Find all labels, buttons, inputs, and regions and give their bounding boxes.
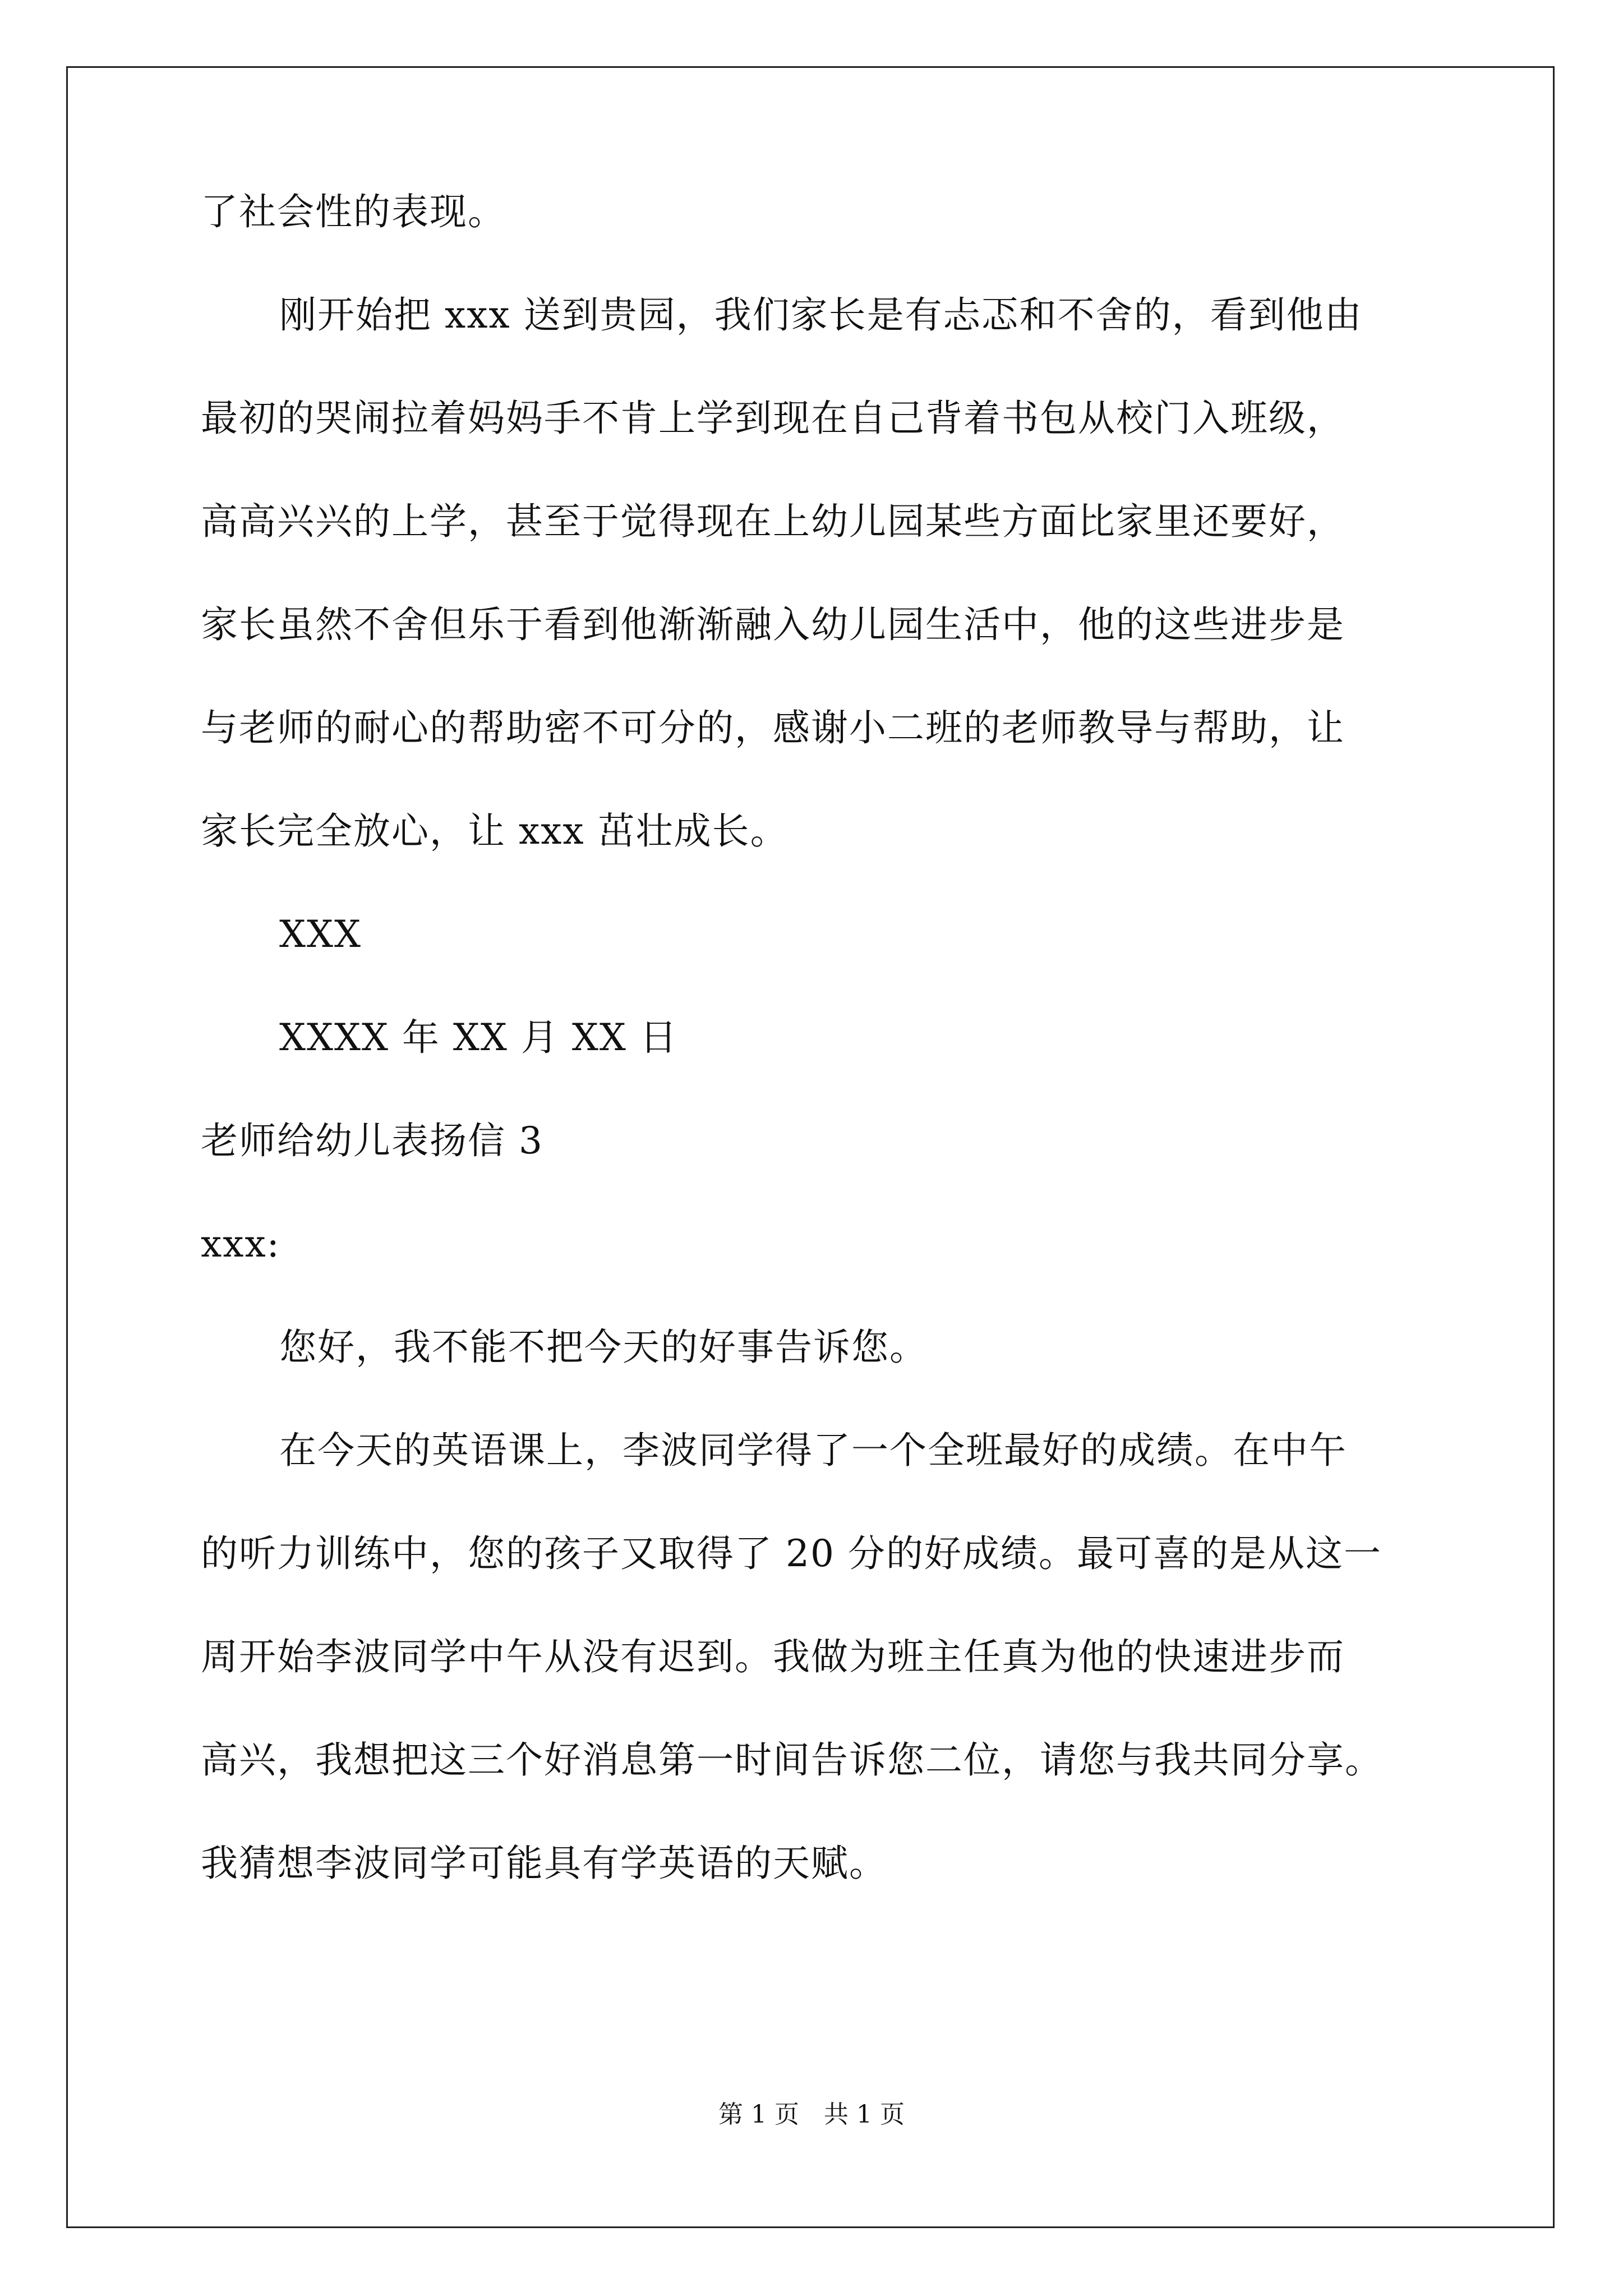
text-line: 与老师的耐心的帮助密不可分的，感谢小二班的老师教导与帮助，让 — [201, 706, 1345, 749]
text-line: 高兴，我想把这三个好消息第一时间告诉您二位，请您与我共同分享。 — [201, 1738, 1383, 1782]
signature-date: XXXX 年 XX 月 XX 日 — [279, 1016, 678, 1059]
text-line: 周开始李波同学中午从没有迟到。我做为班主任真为他的快速进步而 — [201, 1635, 1345, 1678]
text-line: 最初的哭闹拉着妈妈手不肯上学到现在自己背着书包从校门入班级， — [201, 397, 1345, 440]
text-line: 了社会性的表现。 — [201, 190, 506, 233]
signature-name: XXX — [279, 913, 362, 956]
text-line: 的听力训练中，您的孩子又取得了 20 分的好成绩。最可喜的是从这一 — [201, 1532, 1382, 1575]
text-line: 在今天的英语课上，李波同学得了一个全班最好的成绩。在中午 — [279, 1429, 1347, 1472]
section-heading: 老师给幼儿表扬信 3 — [201, 1119, 543, 1162]
text-line: 您好，我不能不把今天的好事告诉您。 — [279, 1326, 928, 1369]
page-number-footer: 第 1 页 共 1 页 — [718, 2100, 905, 2129]
document-body — [201, 191, 1491, 1945]
salutation: xxx: — [201, 1222, 280, 1266]
text-line: 我猜想李波同学可能具有学英语的天赋。 — [201, 1842, 887, 1885]
text-line: 家长虽然不舍但乐于看到他渐渐融入幼儿园生活中，他的这些进步是 — [201, 603, 1345, 646]
text-line: 刚开始把 xxx 送到贵园，我们家长是有忐忑和不舍的，看到他由 — [279, 293, 1363, 337]
text-line: 高高兴兴的上学，甚至于觉得现在上幼儿园某些方面比家里还要好， — [201, 500, 1345, 543]
text-line: 家长完全放心，让 xxx 茁壮成长。 — [201, 809, 789, 853]
